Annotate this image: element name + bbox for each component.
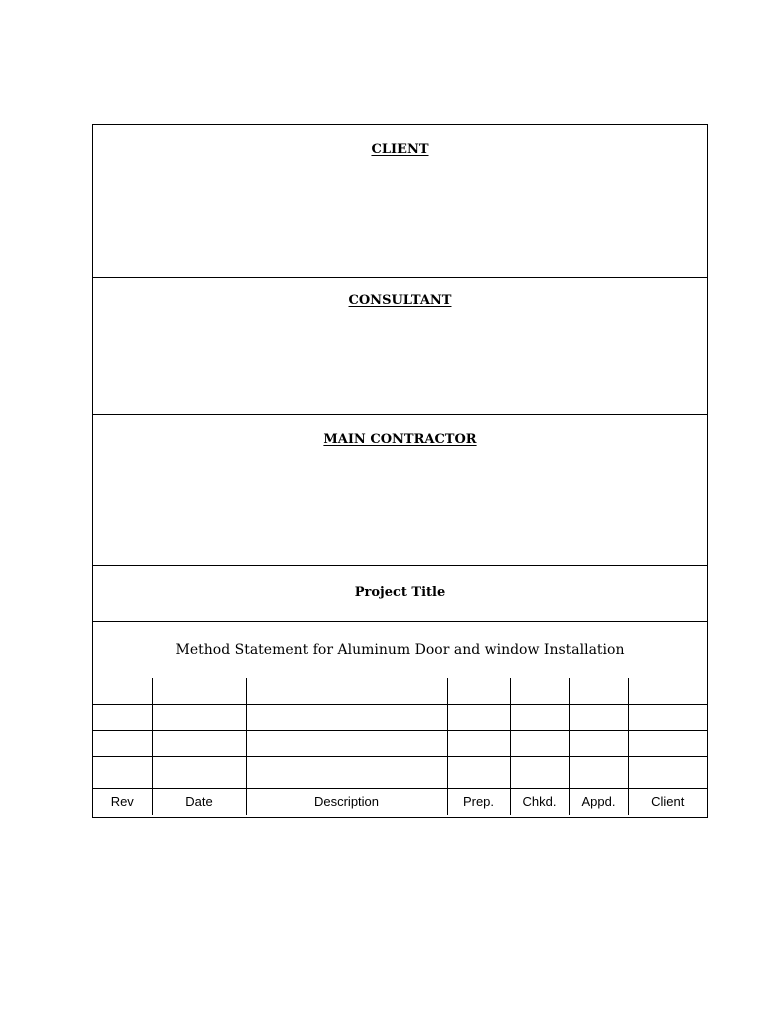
- column-header-prepared: Prep.: [447, 788, 510, 815]
- revision-header-row: [93, 788, 707, 815]
- main-contractor-heading: MAIN CONTRACTOR: [323, 432, 477, 447]
- client-heading: CLIENT: [371, 142, 429, 157]
- column-header-client: Client: [628, 788, 707, 815]
- revision-cell: [93, 678, 152, 704]
- revision-table: [93, 678, 707, 815]
- revision-cell: [569, 704, 628, 730]
- client-section: [93, 125, 707, 278]
- revision-cell: [569, 756, 628, 788]
- main-contractor-section: [93, 415, 707, 566]
- revision-cell: [447, 704, 510, 730]
- revision-cell: [510, 678, 569, 704]
- revision-cell: [569, 730, 628, 756]
- document-title-section: [93, 622, 707, 678]
- revision-cell: [152, 756, 246, 788]
- project-title-label: Project Title: [354, 585, 446, 600]
- revision-cell: [628, 704, 707, 730]
- revision-cell: [93, 704, 152, 730]
- revision-cell: [246, 756, 447, 788]
- cover-sheet-frame: [92, 124, 708, 818]
- revision-cell: [510, 730, 569, 756]
- revision-cell: [152, 704, 246, 730]
- revision-cell: [510, 704, 569, 730]
- revision-cell: [93, 756, 152, 788]
- column-header-checked: Chkd.: [510, 788, 569, 815]
- consultant-heading: CONSULTANT: [348, 293, 452, 308]
- revision-cell: [628, 678, 707, 704]
- revision-cell: [152, 730, 246, 756]
- revision-cell: [628, 756, 707, 788]
- table-row: [93, 730, 707, 756]
- revision-cell: [246, 704, 447, 730]
- table-row: [93, 678, 707, 704]
- consultant-section: [93, 278, 707, 415]
- column-header-rev: Rev: [93, 788, 152, 815]
- table-row: [93, 704, 707, 730]
- revision-cell: [628, 730, 707, 756]
- table-row: [93, 756, 707, 788]
- document-title: Method Statement for Aluminum Door and window Installation: [175, 642, 625, 658]
- column-header-date: Date: [152, 788, 246, 815]
- revision-cell: [246, 678, 447, 704]
- revision-cell: [447, 730, 510, 756]
- revision-cell: [447, 678, 510, 704]
- revision-cell: [447, 756, 510, 788]
- project-title-section: [93, 566, 707, 622]
- column-header-description: Description: [246, 788, 447, 815]
- revision-cell: [93, 730, 152, 756]
- revision-cell: [510, 756, 569, 788]
- revision-cell: [152, 678, 246, 704]
- revision-cell: [569, 678, 628, 704]
- column-header-approved: Appd.: [569, 788, 628, 815]
- revision-cell: [246, 730, 447, 756]
